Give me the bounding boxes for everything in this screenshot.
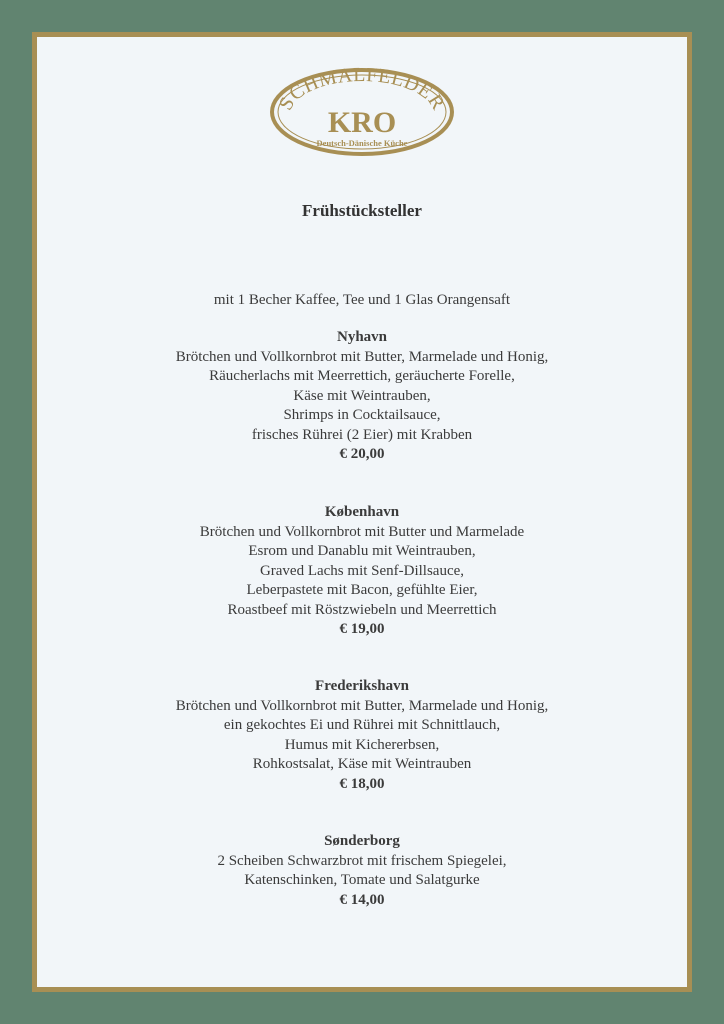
menu-item-line: ein gekochtes Ei und Rührei mit Schnittlauch,	[223, 717, 501, 733]
menu-item-line: Esrom und Danablu mit Weintrauben,	[248, 543, 476, 559]
menu-item-line: Käse mit Weintrauben,	[293, 387, 431, 404]
menu-item-name: København	[324, 504, 400, 520]
logo-main-text: KRO	[327, 106, 397, 139]
menu-item-line: Humus mit Kichererbsen,	[284, 736, 440, 753]
page-title: Frühstücksteller	[302, 201, 422, 220]
menu-item-name: Sønderborg	[324, 833, 400, 849]
menu-item-frederikshavn	[37, 677, 687, 794]
logo-arc-text: SCHMALFELDER	[274, 67, 450, 114]
menu-item-name: Nyhavn	[336, 329, 388, 345]
menu-item-line: Shrimps in Cocktailsauce,	[283, 407, 441, 423]
menu-item-line: frisches Rührei (2 Eier) mit Krabben	[251, 426, 473, 443]
menu-item-line: Roastbeef mit Röstzwiebeln und Meerrettich	[227, 601, 497, 618]
menu-page	[32, 32, 692, 992]
intro-text: mit 1 Becher Kaffee, Tee und 1 Glas Orangensaft	[213, 292, 511, 308]
menu-item-line: Leberpastete mit Bacon, gefühlte Eier,	[246, 582, 478, 598]
menu-item-line: Graved Lachs mit Senf-Dillsauce,	[259, 562, 465, 579]
logo-emblem	[268, 67, 456, 157]
menu-item-price: € 19,00	[339, 621, 385, 637]
menu-item-sonderborg	[37, 832, 687, 910]
menu-item-line: 2 Scheiben Schwarzbrot mit frischem Spiegelei,	[217, 852, 507, 869]
menu-item-line: Brötchen und Vollkornbrot mit Butter, Marmelade und Honig,	[175, 697, 549, 714]
menu-item-line: Katenschinken, Tomate und Salatgurke	[244, 872, 480, 888]
menu-item-nyhavn	[37, 328, 687, 465]
menu-item-name: Frederikshavn	[315, 678, 409, 694]
logo-sub-text: Deutsch-Dänische Küche	[316, 138, 408, 148]
menu-item-line: Rohkostsalat, Käse mit Weintrauben	[252, 756, 472, 772]
menu-item-line: Brötchen und Vollkornbrot mit Butter und Marmelade	[199, 523, 525, 540]
menu-item-line: Brötchen und Vollkornbrot mit Butter, Marmelade und Honig,	[175, 348, 549, 365]
menu-item-kobenhavn	[37, 503, 687, 640]
restaurant-logo	[268, 67, 456, 157]
menu-item-line: Räucherlachs mit Meerrettich, geräucherte Forelle,	[209, 368, 515, 384]
menu-item-price: € 18,00	[339, 775, 385, 792]
menu-item-price: € 20,00	[339, 446, 385, 462]
menu-item-price: € 14,00	[339, 891, 385, 908]
